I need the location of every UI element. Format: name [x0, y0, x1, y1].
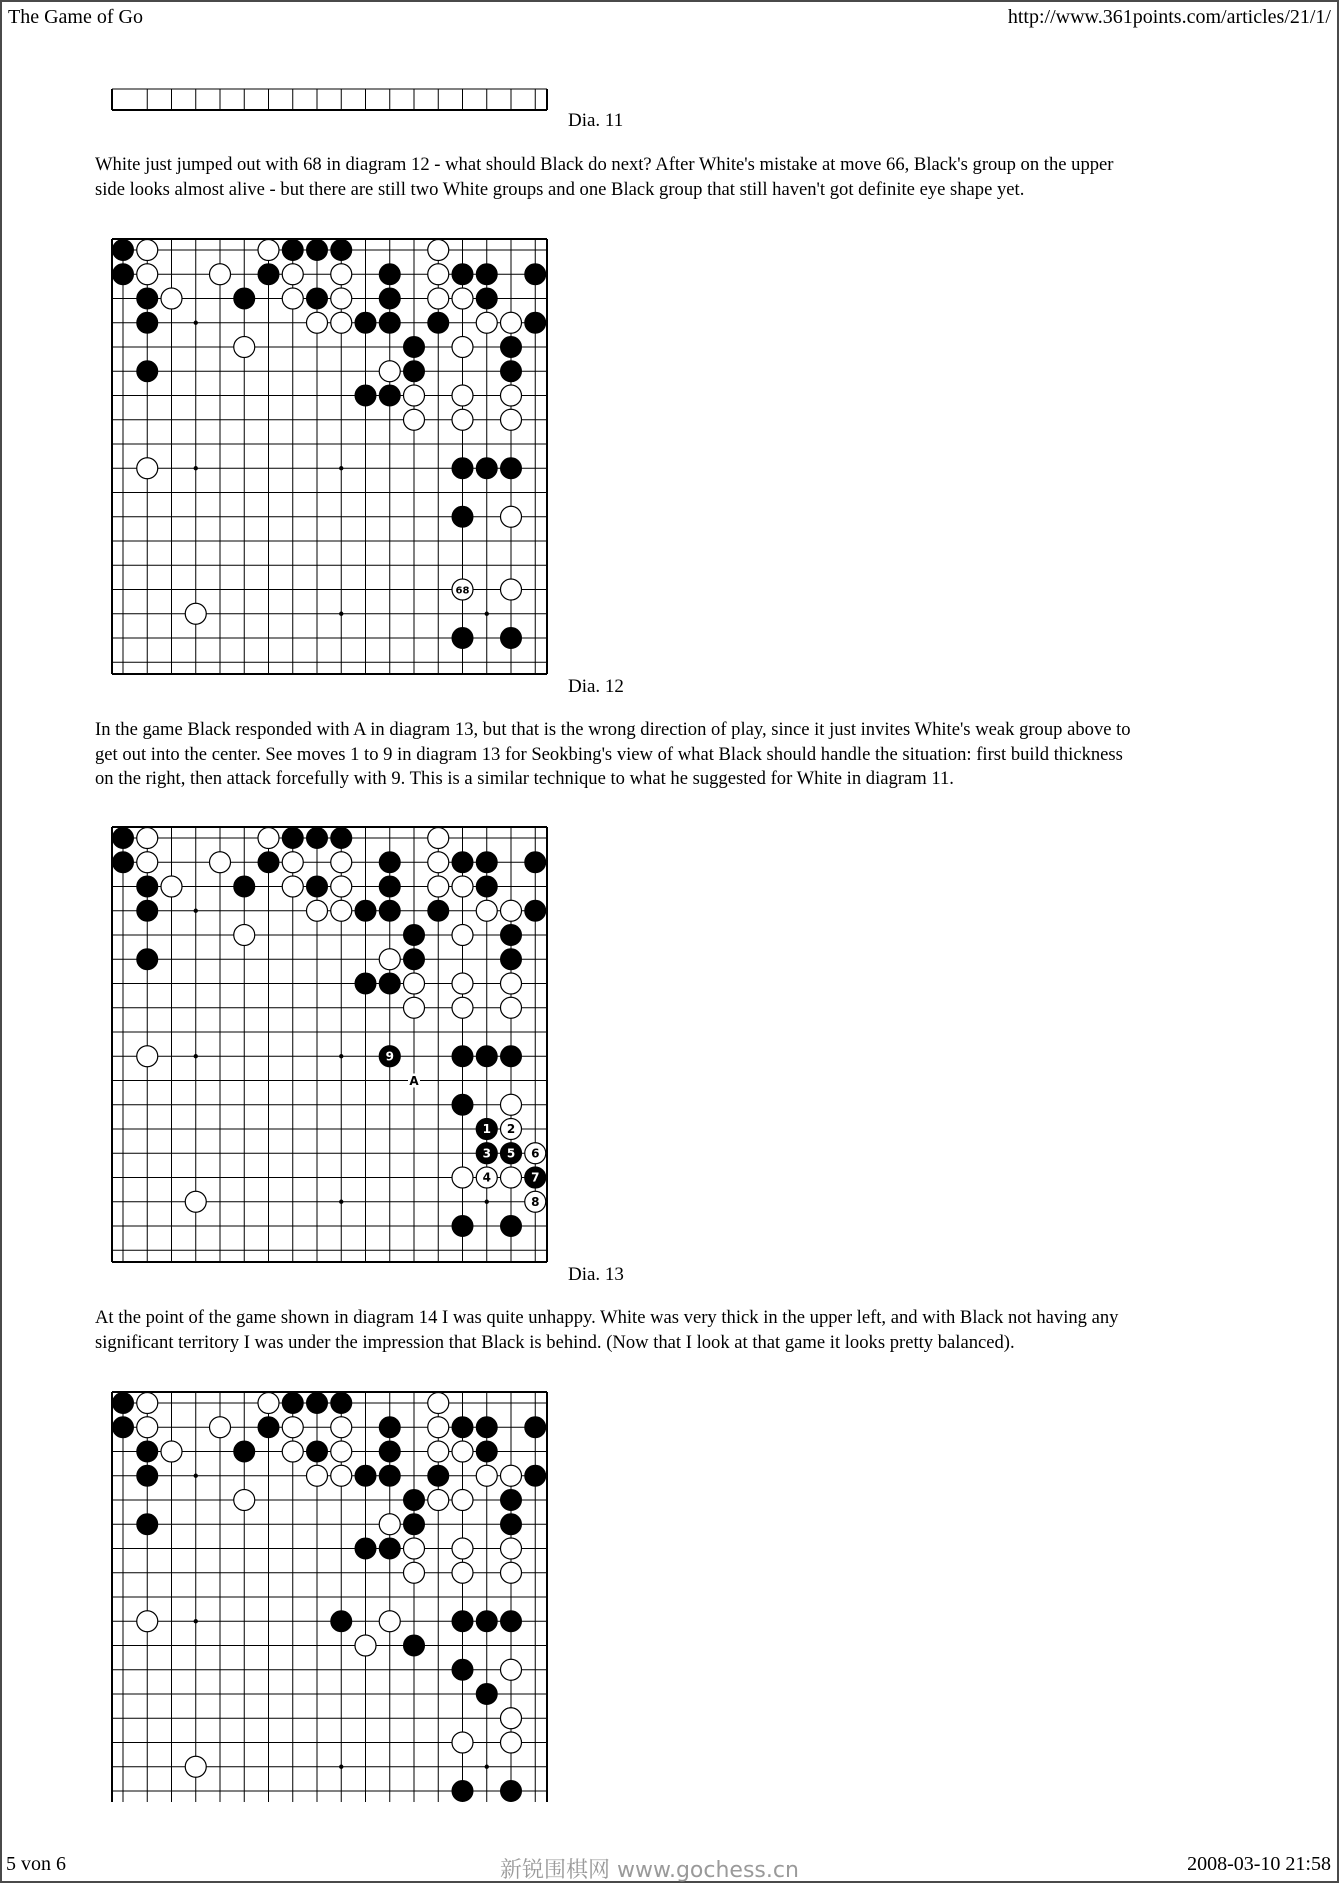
white-stone [161, 876, 182, 897]
black-stone [501, 1046, 522, 1067]
move-number: 7 [531, 1170, 540, 1185]
white-stone [137, 458, 158, 479]
black-stone [379, 288, 400, 309]
white-stone [258, 240, 279, 261]
white-stone [501, 997, 522, 1018]
white-stone [137, 1611, 158, 1632]
black-stone [137, 900, 158, 921]
black-stone [307, 828, 328, 849]
black-stone [113, 264, 134, 285]
caption-dia12: Dia. 12 [568, 676, 624, 697]
white-stone [501, 1094, 522, 1115]
white-stone [501, 1167, 522, 1188]
black-stone [113, 240, 134, 261]
black-stone [137, 876, 158, 897]
black-stone [501, 361, 522, 382]
paragraph-2-line-2: get out into the center. See moves 1 to 9 in diagram 13 for Seokbing's view of what Black should handle the situation: first build thickness [95, 743, 1123, 765]
black-stone [452, 628, 473, 649]
white-stone [331, 1417, 352, 1438]
white-stone [501, 973, 522, 994]
black-stone [501, 337, 522, 358]
white-stone [476, 312, 497, 333]
source-url[interactable]: http://www.361points.com/articles/21/1/ [1007, 6, 1331, 28]
white-stone [137, 264, 158, 285]
white-stone [282, 852, 303, 873]
black-stone [476, 1684, 497, 1705]
black-stone [234, 876, 255, 897]
caption-dia13: Dia. 13 [568, 1264, 624, 1285]
white-stone [501, 900, 522, 921]
white-stone [452, 997, 473, 1018]
white-stone [501, 385, 522, 406]
move-7 [525, 1167, 546, 1188]
black-stone [379, 900, 400, 921]
white-stone [379, 1611, 400, 1632]
black-stone [137, 288, 158, 309]
black-stone [379, 385, 400, 406]
black-stone [307, 876, 328, 897]
white-stone [452, 385, 473, 406]
white-stone [331, 312, 352, 333]
black-stone [476, 458, 497, 479]
paragraph-1-line-1: White just jumped out with 68 in diagram 12 - what should Black do next? After White's mistake at move 66, Black's group on the upper [95, 154, 1114, 175]
white-stone [331, 1465, 352, 1486]
move-number: 4 [482, 1170, 491, 1185]
black-stone [379, 852, 400, 873]
black-stone [379, 312, 400, 333]
black-stone [379, 876, 400, 897]
white-stone [137, 240, 158, 261]
black-stone [307, 1441, 328, 1462]
black-stone [331, 1393, 352, 1414]
white-stone [404, 1562, 425, 1583]
white-stone [428, 1490, 449, 1511]
move-number: 8 [531, 1194, 540, 1209]
white-stone [452, 288, 473, 309]
white-stone [379, 949, 400, 970]
black-stone [137, 361, 158, 382]
white-stone [331, 876, 352, 897]
paragraph-2 [95, 718, 1245, 792]
black-stone [525, 312, 546, 333]
black-stone [307, 288, 328, 309]
black-stone [137, 1441, 158, 1462]
black-stone [137, 1514, 158, 1535]
black-stone [331, 1611, 352, 1632]
white-stone [331, 1441, 352, 1462]
white-stone [428, 876, 449, 897]
caption-dia11: Dia. 11 [568, 110, 624, 131]
white-stone [452, 1538, 473, 1559]
move-3 [476, 1143, 497, 1164]
white-stone [379, 1514, 400, 1535]
black-stone [501, 1216, 522, 1237]
white-stone [355, 1635, 376, 1656]
white-stone [452, 1490, 473, 1511]
black-stone [404, 1514, 425, 1535]
white-stone [331, 288, 352, 309]
white-stone [379, 361, 400, 382]
white-stone [452, 1167, 473, 1188]
print-datetime: 2008-03-10 21:58 [1187, 1853, 1331, 1875]
white-stone [258, 1393, 279, 1414]
board-label: A [409, 1074, 419, 1088]
white-stone [452, 337, 473, 358]
paragraph-3-line-1: At the point of the game shown in diagram 14 I was quite unhappy. White was very thick in the upper left, and with Black not having any [95, 1307, 1119, 1328]
star-point [485, 612, 489, 616]
move-number: 68 [455, 585, 470, 597]
white-stone [282, 1417, 303, 1438]
black-stone [428, 900, 449, 921]
white-stone [282, 264, 303, 285]
move-68 [452, 579, 473, 600]
black-stone [137, 1465, 158, 1486]
black-stone [282, 240, 303, 261]
black-stone [525, 900, 546, 921]
white-stone [137, 828, 158, 849]
black-stone [501, 628, 522, 649]
black-stone [476, 1417, 497, 1438]
black-stone [355, 385, 376, 406]
black-stone [379, 1465, 400, 1486]
white-stone [210, 852, 231, 873]
move-6 [525, 1143, 546, 1164]
go-board-dia13 [112, 827, 553, 1268]
black-stone [379, 1441, 400, 1462]
white-stone [137, 1046, 158, 1067]
white-stone [185, 1756, 206, 1777]
star-point [194, 1619, 198, 1623]
black-stone [476, 288, 497, 309]
white-stone [185, 603, 206, 624]
white-stone [501, 1465, 522, 1486]
black-stone [404, 949, 425, 970]
black-stone [501, 949, 522, 970]
star-point [194, 1474, 198, 1478]
white-stone [476, 900, 497, 921]
black-stone [476, 852, 497, 873]
black-stone [258, 264, 279, 285]
black-stone [113, 1417, 134, 1438]
white-stone [404, 1538, 425, 1559]
star-point [339, 1054, 343, 1058]
white-stone [501, 579, 522, 600]
white-stone [137, 852, 158, 873]
black-stone [501, 925, 522, 946]
white-stone [428, 1441, 449, 1462]
black-stone [452, 1659, 473, 1680]
white-stone [452, 1562, 473, 1583]
star-point [485, 1200, 489, 1204]
white-stone [501, 409, 522, 430]
paragraph-1 [95, 153, 1245, 202]
black-stone [525, 264, 546, 285]
star-point [339, 466, 343, 470]
white-stone [428, 1417, 449, 1438]
white-stone [452, 876, 473, 897]
black-stone [379, 1538, 400, 1559]
move-number: 9 [385, 1049, 394, 1064]
black-stone [355, 1538, 376, 1559]
black-stone [452, 1781, 473, 1802]
black-stone [452, 1611, 473, 1632]
white-stone [331, 900, 352, 921]
black-stone [404, 337, 425, 358]
white-stone [307, 900, 328, 921]
black-stone [452, 1094, 473, 1115]
black-stone [331, 828, 352, 849]
white-stone [331, 264, 352, 285]
star-point [194, 1054, 198, 1058]
black-stone [476, 1441, 497, 1462]
black-stone [452, 1046, 473, 1067]
white-stone [476, 1465, 497, 1486]
white-stone [234, 1490, 255, 1511]
move-2 [501, 1119, 522, 1140]
move-number: 1 [482, 1122, 491, 1137]
white-stone [501, 1562, 522, 1583]
black-stone [525, 1417, 546, 1438]
white-stone [307, 312, 328, 333]
white-stone [404, 973, 425, 994]
black-stone [355, 312, 376, 333]
white-stone [452, 409, 473, 430]
black-stone [501, 458, 522, 479]
white-stone [501, 1732, 522, 1753]
white-stone [452, 973, 473, 994]
white-stone [210, 264, 231, 285]
black-stone [476, 1046, 497, 1067]
black-stone [452, 264, 473, 285]
paragraph-3-line-2: significant territory I was under the impression that Black is behind. (Now that I look at that game it looks pretty balanced). [95, 1331, 1015, 1353]
move-1 [476, 1119, 497, 1140]
black-stone [282, 828, 303, 849]
white-stone [428, 264, 449, 285]
go-board-dia14 [112, 1392, 553, 1802]
paragraph-3 [95, 1306, 1245, 1355]
black-stone [404, 1635, 425, 1656]
page-number: 5 von 6 [6, 1853, 66, 1875]
black-stone [331, 240, 352, 261]
black-stone [476, 264, 497, 285]
move-9 [379, 1046, 400, 1067]
black-stone [234, 288, 255, 309]
black-stone [525, 1465, 546, 1486]
go-board-dia11 [112, 84, 553, 114]
document-title: The Game of Go [8, 6, 143, 28]
black-stone [307, 240, 328, 261]
black-stone [404, 361, 425, 382]
white-stone [234, 925, 255, 946]
black-stone [307, 1393, 328, 1414]
white-stone [331, 852, 352, 873]
white-stone [282, 1441, 303, 1462]
move-4 [476, 1167, 497, 1188]
white-stone [428, 1393, 449, 1414]
black-stone [428, 1465, 449, 1486]
white-stone [452, 1441, 473, 1462]
black-stone [452, 1216, 473, 1237]
white-stone [501, 312, 522, 333]
white-stone [282, 876, 303, 897]
black-stone [137, 312, 158, 333]
white-stone [452, 1732, 473, 1753]
star-point [485, 1765, 489, 1769]
black-stone [501, 1490, 522, 1511]
white-stone [501, 506, 522, 527]
white-stone [137, 1417, 158, 1438]
black-stone [113, 852, 134, 873]
star-point [339, 612, 343, 616]
star-point [194, 321, 198, 325]
paragraph-2-line-3: on the right, then attack forcefully with 9. This is a similar technique to what he suggested for White in diagram 11. [95, 768, 954, 789]
black-stone [379, 1417, 400, 1438]
white-stone [501, 1538, 522, 1559]
white-stone [210, 1417, 231, 1438]
white-stone [161, 288, 182, 309]
black-stone [428, 312, 449, 333]
black-stone [452, 852, 473, 873]
black-stone [404, 925, 425, 946]
black-stone [501, 1781, 522, 1802]
black-stone [379, 264, 400, 285]
move-number: 3 [482, 1146, 491, 1161]
grid-lines [112, 89, 547, 110]
white-stone [428, 288, 449, 309]
white-stone [161, 1441, 182, 1462]
white-stone [404, 997, 425, 1018]
black-stone [234, 1441, 255, 1462]
black-stone [113, 828, 134, 849]
paragraph-1-line-2: side looks almost alive - but there are still two White groups and one Black group that still haven't got definite eye shape yet. [95, 178, 1025, 200]
white-stone [428, 828, 449, 849]
white-stone [428, 240, 449, 261]
black-stone [355, 973, 376, 994]
black-stone [355, 1465, 376, 1486]
star-point [194, 909, 198, 913]
black-stone [137, 949, 158, 970]
black-stone [452, 506, 473, 527]
black-stone [379, 973, 400, 994]
white-stone [282, 288, 303, 309]
black-stone [476, 876, 497, 897]
move-number: 5 [506, 1146, 516, 1161]
white-stone [404, 409, 425, 430]
move-number: 6 [531, 1146, 540, 1161]
white-stone [501, 1659, 522, 1680]
white-stone [404, 385, 425, 406]
go-board-dia12 [112, 239, 553, 680]
black-stone [355, 900, 376, 921]
white-stone [428, 852, 449, 873]
black-stone [501, 1514, 522, 1535]
move-8 [525, 1191, 546, 1212]
star-point [194, 466, 198, 470]
star-point [339, 1765, 343, 1769]
white-stone [258, 828, 279, 849]
black-stone [525, 852, 546, 873]
move-number: 2 [506, 1122, 516, 1137]
move-5 [501, 1143, 522, 1164]
black-stone [282, 1393, 303, 1414]
black-stone [258, 1417, 279, 1438]
white-stone [234, 337, 255, 358]
black-stone [113, 1393, 134, 1414]
white-stone [307, 1465, 328, 1486]
star-point [339, 1200, 343, 1204]
white-stone [185, 1191, 206, 1212]
black-stone [452, 1417, 473, 1438]
white-stone [501, 1708, 522, 1729]
white-stone [137, 1393, 158, 1414]
watermark: 新锐围棋网 www.gochess.cn [500, 1858, 799, 1883]
black-stone [452, 458, 473, 479]
black-stone [258, 852, 279, 873]
black-stone [476, 1611, 497, 1632]
white-stone [452, 925, 473, 946]
black-stone [404, 1490, 425, 1511]
black-stone [501, 1611, 522, 1632]
paragraph-2-line-1: In the game Black responded with A in diagram 13, but that is the wrong direction of play, since it just invites White's weak group above to [95, 719, 1131, 740]
